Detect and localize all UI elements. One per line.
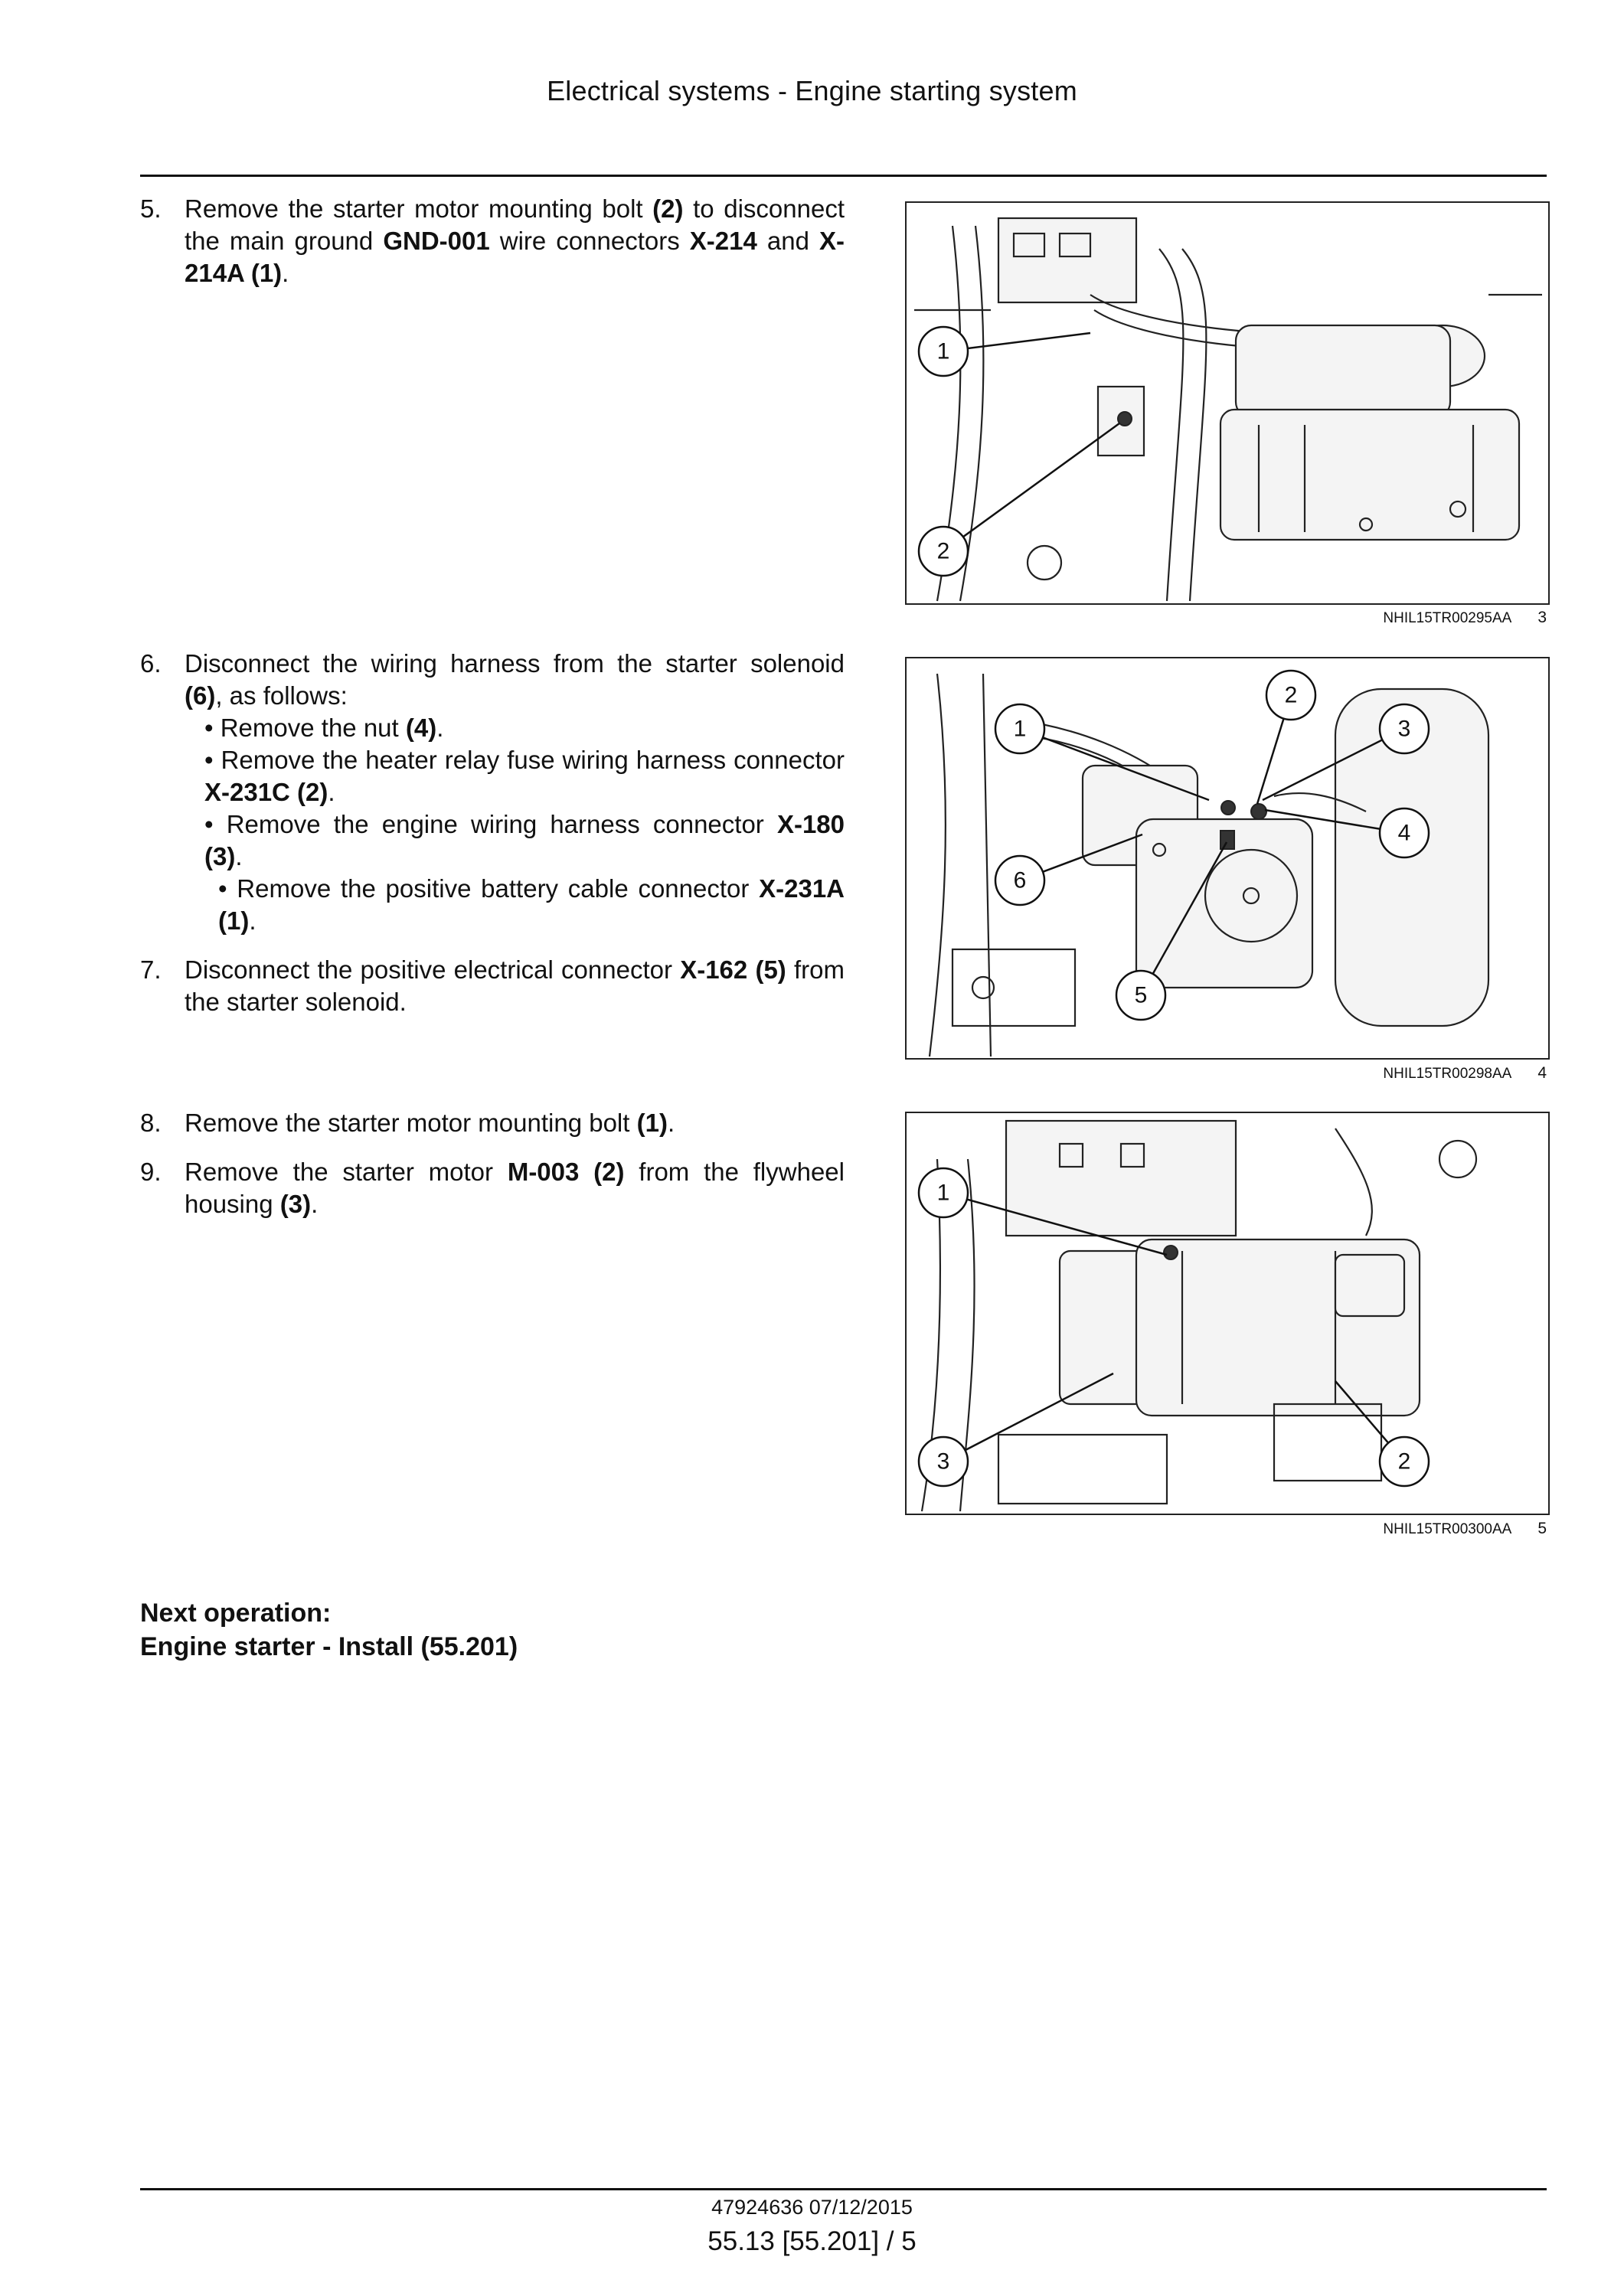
svg-text:4: 4: [1397, 820, 1411, 846]
figure-number: 4: [1537, 1064, 1547, 1082]
step-6-subitem-engine-harness: [185, 808, 845, 873]
step-5: [140, 193, 845, 289]
figure-5-callout-2: [1380, 1437, 1429, 1486]
text-run: Disconnect the wiring harness from the starter solenoid: [185, 649, 845, 678]
steps-group-2: [140, 648, 845, 1035]
figure-code: NHIL15TR00300AA: [1383, 1521, 1512, 1537]
steps-group-3: [140, 1107, 845, 1237]
header-rule: [140, 175, 1547, 177]
bold-reference: (6): [185, 681, 216, 710]
footer-rule: [140, 2188, 1547, 2190]
step-6-subitem-battery-cable: [185, 873, 845, 937]
svg-text:1: 1: [936, 1180, 950, 1206]
step-6-subitem-heater-relay: [185, 744, 845, 808]
text-run: from the flywheel housing: [185, 1158, 845, 1218]
figure-5-starter-removal: [905, 1112, 1550, 1515]
step-text: [185, 648, 845, 937]
bold-reference: X-214: [689, 227, 757, 255]
figure-4-callout-1: [995, 704, 1044, 753]
next-operation-label: Next operation:: [140, 1599, 332, 1628]
page-header-title: Electrical systems - Engine starting system: [547, 75, 1077, 106]
step-number: 8.: [140, 1109, 162, 1137]
figure-number: 5: [1537, 1520, 1547, 1537]
text-run: .: [436, 714, 444, 742]
figure-3-callout-2: [919, 527, 968, 576]
text-run: • Remove the nut: [204, 714, 406, 742]
step-number: 6.: [140, 649, 162, 678]
text-run: and: [756, 227, 819, 255]
text-run: Remove the starter motor mounting bolt: [185, 1109, 637, 1137]
step-text: [185, 1156, 845, 1220]
bold-reference: (1): [636, 1109, 668, 1137]
figure-4-caption: [905, 1064, 1547, 1083]
svg-text:5: 5: [1134, 982, 1148, 1008]
figure-4-illustration: [907, 658, 1548, 1058]
text-run: • Remove the positive battery cable connector: [218, 874, 760, 903]
text-run: Remove the starter motor mounting bolt: [185, 194, 653, 223]
bold-reference: M-003 (2): [507, 1158, 625, 1186]
figure-5-caption: [905, 1520, 1547, 1538]
figure-3-caption: [905, 609, 1547, 627]
text-run: from the starter solenoid.: [185, 955, 845, 1016]
step-6-intro: [185, 649, 845, 710]
bold-reference: GND-001: [383, 227, 490, 255]
text-run: .: [235, 842, 243, 870]
figure-3-callout-1: [919, 327, 968, 376]
footer-doc-reference: 47924636 07/12/2015: [711, 2196, 913, 2219]
text-run: • Remove the heater relay fuse wiring harness connector: [204, 746, 845, 774]
bold-reference: X-231A (1): [218, 874, 845, 935]
figure-code: NHIL15TR00295AA: [1383, 610, 1512, 626]
text-run: .: [282, 259, 289, 287]
svg-text:3: 3: [1397, 716, 1411, 742]
figure-4-callout-2: [1266, 671, 1315, 720]
text-run: Remove the starter motor: [185, 1158, 508, 1186]
text-run: • Remove the engine wiring harness connector: [204, 810, 777, 838]
svg-text:1: 1: [936, 338, 950, 364]
step-text: [185, 193, 845, 289]
figure-4-callout-4: [1380, 808, 1429, 857]
text-run: wire connectors: [489, 227, 690, 255]
footer-page-number: 55.13 [55.201] / 5: [707, 2226, 917, 2256]
text-run: Disconnect the positive electrical connector: [185, 955, 681, 984]
step-number: 5.: [140, 194, 162, 223]
figure-5-callout-3: [919, 1437, 968, 1486]
step-number: 9.: [140, 1158, 162, 1186]
svg-text:3: 3: [936, 1448, 950, 1475]
steps-group-1: [140, 193, 845, 306]
svg-text:2: 2: [936, 538, 950, 564]
text-run: .: [311, 1190, 319, 1218]
step-text: [185, 1107, 845, 1139]
step-7: [140, 954, 845, 1018]
figure-number: 3: [1537, 609, 1547, 626]
bold-reference: (2): [652, 194, 684, 223]
svg-text:6: 6: [1013, 867, 1027, 893]
figure-4-callout-6: [995, 856, 1044, 905]
step-6: [140, 648, 845, 937]
text-run: .: [249, 906, 257, 935]
figure-5-callout-1: [919, 1168, 968, 1217]
bold-reference: X-180 (3): [204, 810, 845, 870]
step-text: [185, 954, 845, 1018]
svg-text:1: 1: [1013, 716, 1027, 742]
figure-4-callout-3: [1380, 704, 1429, 753]
figure-code: NHIL15TR00298AA: [1383, 1066, 1512, 1082]
figure-3-starter-ground: [905, 201, 1550, 605]
svg-text:2: 2: [1397, 1448, 1411, 1475]
figure-3-illustration: [907, 203, 1548, 603]
next-operation: [140, 1596, 518, 1664]
step-9: [140, 1156, 845, 1220]
bold-reference: X-214A (1): [185, 227, 845, 287]
step-number: 7.: [140, 955, 162, 984]
bold-reference: (3): [279, 1190, 312, 1218]
text-run: , as follows:: [215, 681, 348, 710]
figure-5-illustration: [907, 1113, 1548, 1514]
bold-reference: X-231C (2): [204, 778, 328, 806]
figure-4-starter-solenoid: [905, 657, 1550, 1060]
step-8: [140, 1107, 845, 1139]
bold-reference: (4): [405, 714, 437, 742]
next-operation-link[interactable]: Engine starter - Install (55.201): [140, 1632, 518, 1661]
text-run: .: [328, 778, 335, 806]
text-run: to disconnect the main ground: [185, 194, 845, 255]
text-run: .: [667, 1109, 675, 1137]
bold-reference: X-162 (5): [680, 955, 786, 984]
step-6-subitem-nut: [185, 712, 845, 744]
svg-text:2: 2: [1284, 682, 1298, 708]
figure-4-callout-5: [1116, 971, 1165, 1020]
